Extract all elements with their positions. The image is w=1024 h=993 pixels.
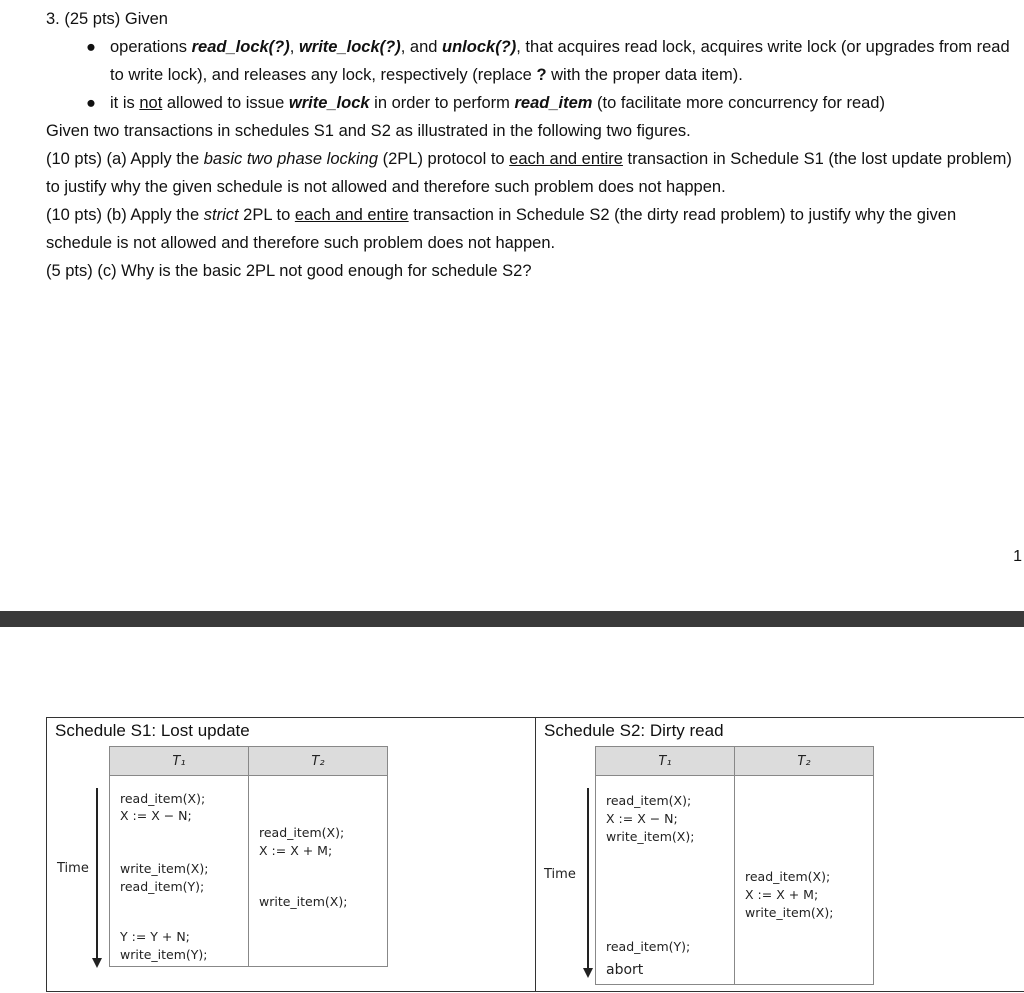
t1-column <box>110 776 248 966</box>
t2-op: write_item(X); <box>745 905 834 920</box>
part-c: (5 pts) (c) Why is the basic 2PL not good enough for schedule S2? <box>46 262 532 280</box>
text: , that acquires read lock, acquires write lock (or upgrades from read to write lock), and releases any lock, respectively (replace <box>110 38 1010 84</box>
t1-op: read_item(Y); <box>120 879 205 894</box>
t1-op: write_item(X); <box>606 829 695 844</box>
page-divider <box>0 611 1024 627</box>
bullet-dot: ● <box>86 94 96 112</box>
t1-header: T₁ <box>110 747 249 776</box>
schedule-s2-panel <box>535 717 1024 992</box>
t1-op: read_item(Y); <box>606 939 691 954</box>
text: (10 pts) (a) Apply the <box>46 150 204 168</box>
text: allowed to issue <box>162 94 289 112</box>
text: (10 pts) (b) Apply the <box>46 206 204 224</box>
t2-op: X := X + M; <box>259 843 333 858</box>
text: in order to perform <box>369 94 515 112</box>
bullet-restriction <box>46 89 1018 117</box>
schedule-s1-panel <box>46 717 536 992</box>
emphasis: basic two phase locking <box>203 150 379 168</box>
emphasis: strict <box>203 206 239 224</box>
op-unlock: unlock(?) <box>442 38 517 56</box>
time-arrow-head <box>92 958 102 968</box>
text: , and <box>400 38 443 56</box>
text: operations <box>110 38 192 56</box>
t2-op: write_item(X); <box>259 894 348 909</box>
text: transaction in Schedule S1 (the lost update problem) to justify why the given schedule is not allowed and therefore such problem does not happen. <box>46 150 1012 196</box>
page-number: 1 <box>1013 548 1022 565</box>
t2-header: T₂ <box>249 747 388 776</box>
not-underlined: not <box>139 94 163 112</box>
t1-op: write_item(X); <box>120 861 209 876</box>
t2-op: X := X + M; <box>745 887 819 902</box>
text: it is <box>110 94 140 112</box>
t1-op: X := X − N; <box>120 808 192 823</box>
text: transaction in Schedule S2 (the dirty read problem) to justify why the given schedule is not allowed and therefore such problem does not happen. <box>46 206 957 252</box>
op-write-lock: write_lock <box>288 94 370 112</box>
time-arrow <box>587 788 589 968</box>
time-arrow-head <box>583 968 593 978</box>
op-read-lock: read_lock(?) <box>191 38 290 56</box>
t1-header: T₁ <box>596 747 735 776</box>
part-b <box>46 201 1018 257</box>
time-label: Time <box>544 867 576 882</box>
t1-op: read_item(X); <box>120 791 206 806</box>
t1-op: X := X − N; <box>606 811 678 826</box>
schedule-s1-table <box>109 746 388 967</box>
time-arrow <box>96 788 98 958</box>
schedule-s1-title: Schedule S1: Lost update <box>55 721 250 740</box>
question-heading: 3. (25 pts) Given <box>46 10 168 28</box>
t2-op: read_item(X); <box>745 869 831 884</box>
schedule-s2-table <box>595 746 874 985</box>
op-read-item: read_item <box>514 94 593 112</box>
text: (2PL) protocol to <box>378 150 510 168</box>
t1-op: read_item(X); <box>606 793 692 808</box>
underlined: each and entire <box>294 206 409 224</box>
t1-op: write_item(Y); <box>120 947 208 962</box>
t2-op: read_item(X); <box>259 825 345 840</box>
text: , <box>289 38 299 56</box>
text: with the proper data item). <box>546 66 743 84</box>
text: 2PL to <box>238 206 295 224</box>
underlined: each and entire <box>509 150 623 168</box>
intro-text: Given two transactions in schedules S1 and S2 as illustrated in the following two figures. <box>46 122 691 140</box>
op-write-lock: write_lock(?) <box>298 38 401 56</box>
bullet-operations <box>46 33 1018 89</box>
t1-op: abort <box>606 962 644 978</box>
schedule-s2-title: Schedule S2: Dirty read <box>544 721 724 740</box>
text: (to facilitate more concurrency for read) <box>592 94 885 112</box>
question-mark: ? <box>536 66 547 84</box>
part-a <box>46 145 1018 201</box>
question-text <box>46 5 1018 285</box>
t2-column <box>735 776 873 984</box>
t1-op: Y := Y + N; <box>120 929 190 944</box>
t2-header: T₂ <box>735 747 874 776</box>
time-label: Time <box>57 861 89 876</box>
t1-column <box>596 776 734 984</box>
bullet-dot: ● <box>86 38 96 56</box>
t2-column <box>249 776 387 966</box>
